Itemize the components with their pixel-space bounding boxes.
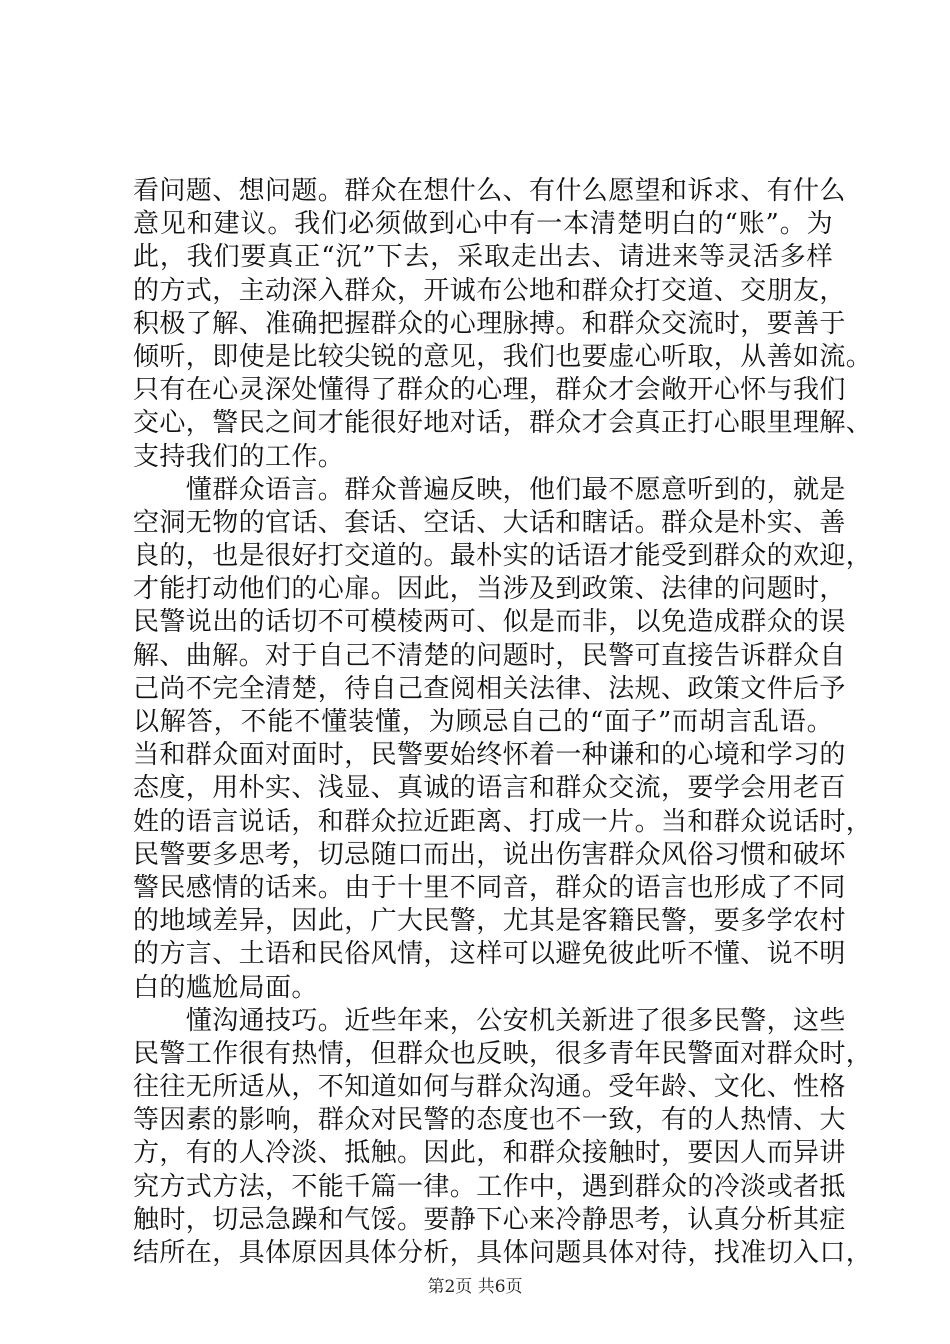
text-line: 只有在心灵深处懂得了群众的心理，群众才会敞开心怀与我们	[133, 375, 846, 406]
text-line: 的方式，主动深入群众，开诚布公地和群众打交道、交朋友，	[133, 275, 846, 306]
text-line: 己尚不完全清楚，待自己查阅相关法律、法规、政策文件后予	[133, 673, 846, 704]
paragraph	[133, 1005, 873, 1271]
text-line: 态度，用朴实、浅显、真诚的语言和群众交流，要学会用老百	[133, 773, 846, 804]
text-line: 方，有的人冷淡、抵触。因此，和群众接触时，要因人而异讲	[133, 1138, 846, 1169]
text-line: 究方式方法，不能千篇一律。工作中，遇到群众的冷淡或者抵	[133, 1171, 846, 1202]
text-line: 积极了解、准确把握群众的心理脉搏。和群众交流时，要善于	[133, 308, 846, 339]
text-line: 往往无所适从，不知道如何与群众沟通。受年龄、文化、性格	[133, 1072, 846, 1103]
text-line: 交心，警民之间才能很好地对话，群众才会真正打心眼里理解、	[133, 408, 873, 439]
text-line: 支持我们的工作。	[133, 441, 345, 472]
text-line: 此，我们要真正“沉”下去，采取走出去、请进来等灵活多样	[133, 242, 833, 273]
text-line: 懂群众语言。群众普遍反映，他们最不愿意听到的，就是	[133, 474, 846, 505]
paragraph	[133, 175, 873, 474]
text-line: 才能打动他们的心扉。因此，当涉及到政策、法律的问题时，	[133, 574, 846, 605]
text-line: 以解答，不能不懂装懂，为顾忌自己的“面子”而胡言乱语。	[133, 707, 833, 737]
text-line: 民警工作很有热情，但群众也反映，很多青年民警面对群众时，	[133, 1038, 873, 1069]
text-line: 看问题、想问题。群众在想什么、有什么愿望和诉求、有什么	[133, 176, 846, 206]
text-line: 解、曲解。对于自己不清楚的问题时，民警可直接告诉群众自	[133, 640, 846, 671]
text-line: 姓的语言说话，和群众拉近距离、打成一片。当和群众说话时，	[133, 806, 873, 837]
text-line: 懂沟通技巧。近些年来，公安机关新进了很多民警，这些	[133, 1005, 846, 1036]
text-line: 警民感情的话来。由于十里不同音，群众的语言也形成了不同	[133, 872, 846, 903]
text-line: 的地域差异，因此，广大民警，尤其是客籍民警，要多学农村	[133, 906, 846, 937]
page-footer: 第2页 共6页	[427, 1277, 523, 1297]
text-line: 等因素的影响，群众对民警的态度也不一致，有的人热情、大	[133, 1105, 846, 1136]
body-text	[133, 175, 873, 1270]
text-line: 民警要多思考，切忌随口而出，说出伤害群众风俗习惯和破坏	[133, 839, 846, 870]
text-line: 空洞无物的官话、套话、空话、大话和瞎话。群众是朴实、善	[133, 507, 846, 538]
text-line: 当和群众面对面时，民警要始终怀着一种谦和的心境和学习的	[133, 740, 846, 771]
text-line: 良的，也是很好打交道的。最朴实的话语才能受到群众的欢迎，	[133, 541, 873, 572]
text-line: 民警说出的话切不可模棱两可、似是而非，以免造成群众的误	[133, 607, 846, 638]
text-line: 意见和建议。我们必须做到心中有一本清楚明白的“账”。为	[133, 209, 833, 240]
text-line: 触时，切忌急躁和气馁。要静下心来冷静思考，认真分析其症	[133, 1204, 846, 1235]
text-line: 结所在，具体原因具体分析，具体问题具体对待，找准切入口，	[133, 1238, 873, 1268]
text-line: 白的尴尬局面。	[133, 972, 318, 1003]
text-line: 倾听，即使是比较尖锐的意见，我们也要虚心听取，从善如流。	[133, 341, 873, 372]
text-line: 的方言、土语和民俗风情，这样可以避免彼此听不懂、说不明	[133, 939, 846, 970]
paragraph	[133, 474, 873, 1005]
